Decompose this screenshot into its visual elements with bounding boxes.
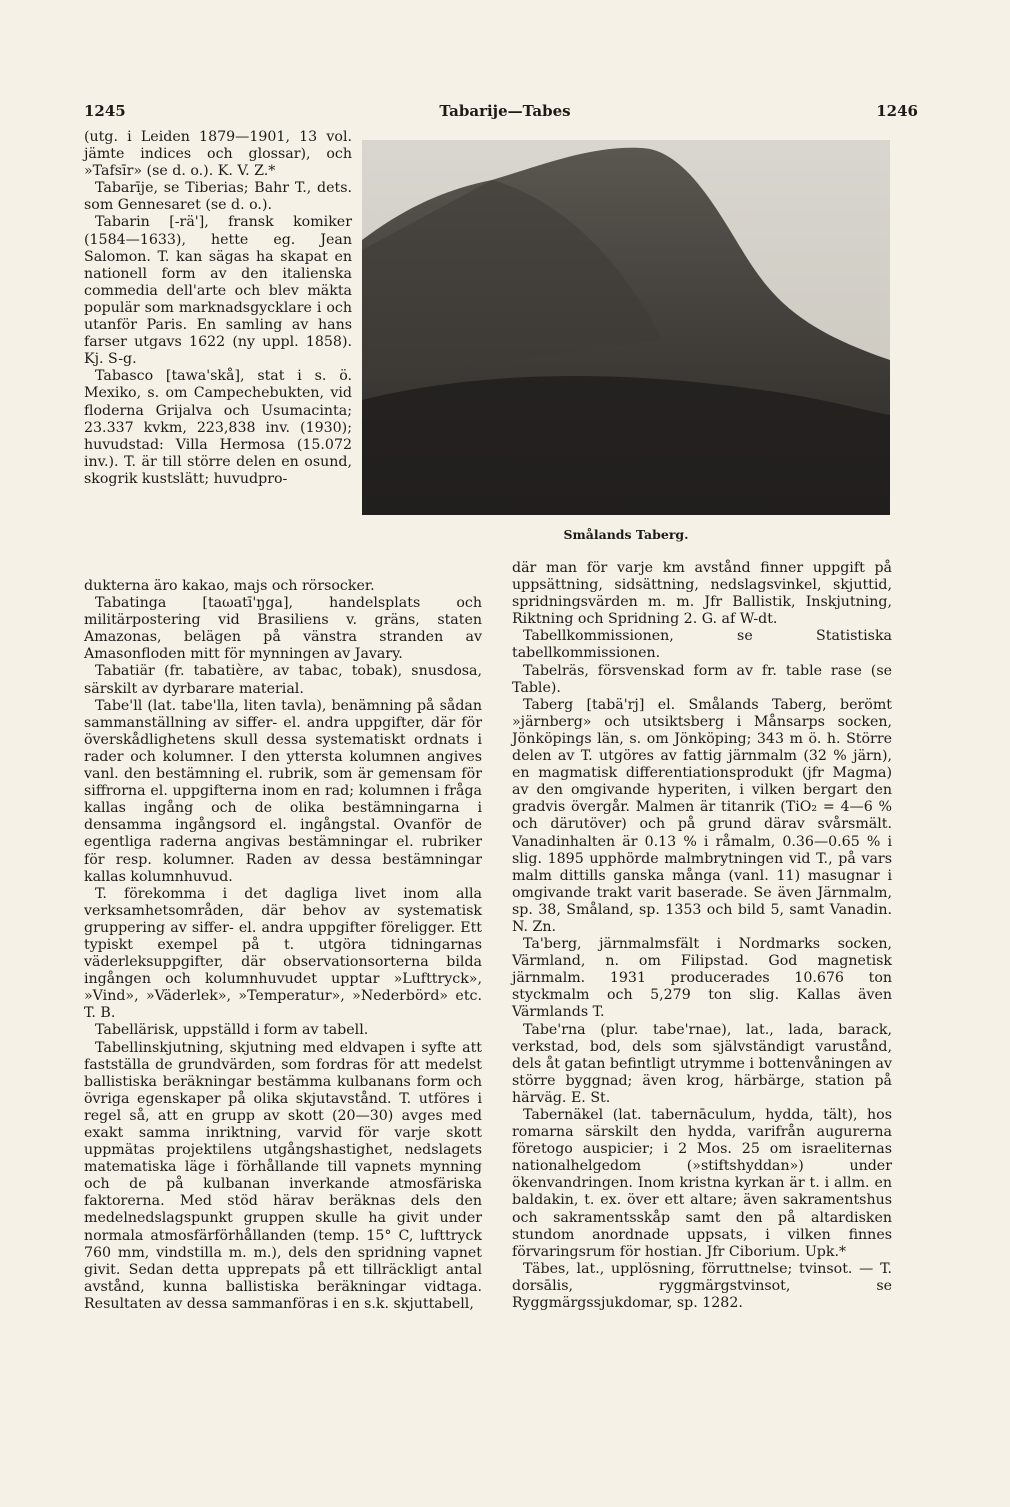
- running-title: Tabarije—Tabes: [439, 102, 571, 120]
- entry-tabatiar: Tabatiär (fr. tabatière, av tabac, tobak), snusdosa, särskilt av dyrbarare material.: [84, 663, 482, 697]
- entry-tabes: Täbes, lat., upplösning, förruttnelse; tvinsot. — T. dorsālis, ryggmärgstvinsot, se Ryggmärgssjukdomar, sp. 1282.: [512, 1260, 892, 1312]
- mountain-illustration: [362, 140, 890, 515]
- left-column-top: [84, 129, 352, 488]
- entry-tabasco: Tabasco [tawa'skå], stat i s. ö. Mexiko, s. om Campechebukten, vid floderna Grijalva och Usumacinta; 23.337 kvkm, 223,838 inv. (1930); huvudstad: Villa Hermosa (15.072 inv.). T. är till större delen en osund, skogrik kustslätt; huvudpro-: [84, 368, 352, 487]
- left-column-bottom: [84, 578, 482, 1313]
- entry-tabarin: Tabarin [-rä'], fransk komiker (1584—1633), hette eg. Jean Salomon. T. kan sägas ha skapat en nationell form av den italienska commedia dell'arte och blev mäkta populär som marknadsgycklare i och utanför Paris. En samling av hans farser utgavs 1622 (ny uppl. 1858). Kj. S-g.: [84, 214, 352, 368]
- entry-tabell-cont: T. förekomma i det dagliga livet inom alla verksamhetsområden, där behov av systematisk gruppering av siffer- el. andra uppgifter föreligger. Ett typiskt exempel på t. utgöra tidningarnas väderleksuppgifter, där observationsorterna bilda ingången och kolumnhuvudet upptar »Lufttryck», »Vind», »Väderlek», »Temperatur», »Nederbörd» etc. T. B.: [84, 885, 482, 1022]
- figure-caption: Smålands Taberg.: [563, 527, 689, 542]
- entry-tabell: Tabe'll (lat. tabe'lla, liten tavla), benämning på sådan sammanställning av siffer- el. andra uppgifter, där för överskådlighetens skull dessa systematiskt ordnats i rader och kolumner. I den yttersta kolumnen angives vanl. den bestämning el. rubrik, som är gemensam för siffrorna el. uppgifterna inom en rad; kolumnen i fråga kallas ingång och de olika bestämningarna i densamma ingångsord el. ingångstal. Ovanför de egentliga raderna angivas bestämningar el. rubriker för resp. kolumner. Raden av dessa bestämningar kallas kolumnhuvud.: [84, 697, 482, 885]
- mountain-photo: [362, 140, 890, 515]
- right-column: [512, 560, 892, 1312]
- entry-tabellarisk: Tabellärisk, uppställd i form av tabell.: [95, 1022, 369, 1039]
- entry-text: (utg. i Leiden 1879—1901, 13 vol. jämte indices och glossar), och »Tafsīr» (se d. o.). K. V. Z.*: [84, 129, 352, 180]
- entry-tabellinskjutning: Tabellinskjutning, skjutning med eldvapen i syfte att fastställa de grundvärden, som fordras för att medelst ballistiska beräkningar bestämma kulbanans form och övriga egenskaper på olika skjutavstånd. T. utföres i regel så, att en grupp av skott (20—30) avges med exakt samma inriktning, varvid för varje skott uppmätas projektilens utgångshastighet, nedslagets matematiska läge i förhållande till vapnets mynning och de på kulbanan inverkande atmosfäriska faktorerna. Med stöd härav beräknas dels den medelnedslagspunkt gruppen skulle ha givit under normala atmosfärförhållanden (temp. 15° C, lufttryck 760 mm, vindstilla m. m.), dels den spridning vapnet givit. Sedan detta upprepats på ett tillräckligt antal avstånd, kunna ballistiska beräkningar vidtaga. Resultaten av dessa sammanföras i en s.k. skjuttabell,: [84, 1039, 482, 1312]
- entry-tabarije: Tabarīje, se Tiberias; Bahr T., dets. som Gennesaret (se d. o.).: [84, 180, 352, 214]
- page-number-right: 1246: [876, 102, 918, 120]
- entry-taberg-varmland: Ta'berg, järnmalmsfält i Nordmarks socken, Värmland, n. om Filipstad. God magnetisk järnmalm. 1931 producerades 10.676 ton styckmalm och 5,279 ton slig. Kallas även Värmlands T.: [512, 936, 892, 1021]
- page-number-left: 1245: [84, 102, 126, 120]
- entry-taberna: Tabe'rna (plur. tabe'rnae), lat., lada, barack, verkstad, bod, dels som självständigt varustånd, dels åt gatan befintligt utrymme i bottenvåningen av större byggnad; även krog, härbärge, station på härväg. E. St.: [512, 1021, 892, 1106]
- entry-taberg: Taberg [tabä'rj] el. Smålands Taberg, berömt »järnberg» och utsiktsberg i Månsarps socken, Jönköpings län, s. om Jönköping; 343 m ö. h. Större delen av T. utgöres av fattig järnmalm (32 % järn), en magmatisk differentiationsprodukt (jfr Magma) av den omgivande hyperiten, i vilken bergart den gradvis övergår. Malmen är titanrik (TiO₂ = 4—6 % och därutöver) och på grund därav svårsmält. Vanadinhalten är 0.13 % i råmalm, 0.36—0.65 % i slig. 1895 upphörde malmbrytningen vid T., på vars malm dittills ganska många (vanl. 11) masugnar i omgivande trakt varit baserade. Se även Järnmalm, sp. 38, Småland, sp. 1353 och bild 5, samt Vanadin. N. Zn.: [512, 696, 892, 935]
- entry-text: där man för varje km avstånd finner uppgift på uppsättning, sidsättning, nedslagsvinkel, skjuttid, spridningsvärden m. m. Jfr Ballistik, Inskjutning, Riktning och Spridning 2. G. af W-dt.: [512, 560, 892, 628]
- entry-tabelras: Tabelräs, försvenskad form av fr. table rase (se Table).: [512, 662, 892, 696]
- entry-tabatinga: Tabatinga [taωatī'ŋga], handelsplats och militärpostering vid Brasiliens v. gräns, staten Amazonas, belägen på vänstra stranden av Amasonfloden mitt för mynningen av Javary.: [84, 595, 482, 663]
- entry-tabernakel: Tabernäkel (lat. tabernāculum, hydda, tält), hos romarna särskilt den hydda, varifrån augurerna företogo auspicier; i 2 Mos. 25 om israeliternas nationalhelgedom (»stiftshyddan») under ökenvandringen. Inom kristna kyrkan är t. i allm. en baldakin, t. ex. över ett altare; även sakramentshus och sakramentsskåp samt den på altardisken stundom anordnade uppsats, i vilken finnes förvaringsrum för hostian. Jfr Ciborium. Upk.*: [512, 1107, 892, 1260]
- entry-tabellkommissionen: Tabellkommissionen, se Statistiska tabellkommissionen.: [512, 628, 892, 662]
- entry-text: dukterna äro kakao, majs och rörsocker.: [84, 578, 375, 594]
